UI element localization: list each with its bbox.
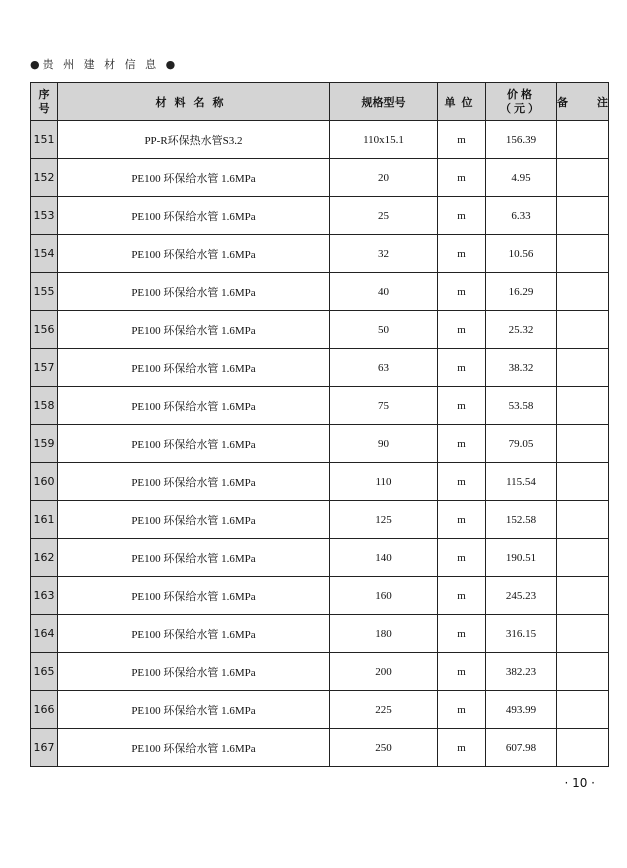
column-header-price-line1: 价格 bbox=[507, 87, 535, 101]
cell-price: 115.54 bbox=[486, 463, 557, 501]
cell-price: 4.95 bbox=[486, 159, 557, 197]
cell-remark bbox=[557, 311, 609, 349]
cell-unit: m bbox=[438, 235, 486, 273]
cell-spec: 160 bbox=[330, 577, 438, 615]
column-header-unit: 单位 bbox=[438, 83, 486, 121]
cell-unit: m bbox=[438, 425, 486, 463]
cell-name: PE100 环保给水管 1.6MPa bbox=[58, 653, 330, 691]
cell-price: 10.56 bbox=[486, 235, 557, 273]
cell-spec: 32 bbox=[330, 235, 438, 273]
cell-seq: 157 bbox=[31, 349, 58, 387]
price-table bbox=[30, 82, 609, 767]
column-header-price bbox=[486, 83, 557, 121]
cell-spec: 40 bbox=[330, 273, 438, 311]
cell-unit: m bbox=[438, 691, 486, 729]
running-header: ●贵 州 建 材 信 息 ● bbox=[30, 58, 179, 71]
table-row bbox=[31, 425, 609, 463]
column-header-name: 材料名称 bbox=[58, 83, 330, 121]
cell-remark bbox=[557, 425, 609, 463]
table-row bbox=[31, 615, 609, 653]
cell-unit: m bbox=[438, 273, 486, 311]
cell-seq: 151 bbox=[31, 121, 58, 159]
column-header-price-line2: （元） bbox=[500, 101, 542, 115]
cell-price: 25.32 bbox=[486, 311, 557, 349]
cell-name: PE100 环保给水管 1.6MPa bbox=[58, 159, 330, 197]
cell-remark bbox=[557, 729, 609, 767]
table-row bbox=[31, 311, 609, 349]
cell-price: 79.05 bbox=[486, 425, 557, 463]
cell-price: 16.29 bbox=[486, 273, 557, 311]
cell-remark bbox=[557, 273, 609, 311]
cell-name: PE100 环保给水管 1.6MPa bbox=[58, 197, 330, 235]
cell-spec: 20 bbox=[330, 159, 438, 197]
cell-seq: 160 bbox=[31, 463, 58, 501]
cell-remark bbox=[557, 235, 609, 273]
cell-unit: m bbox=[438, 501, 486, 539]
cell-spec: 63 bbox=[330, 349, 438, 387]
cell-price: 382.23 bbox=[486, 653, 557, 691]
cell-seq: 163 bbox=[31, 577, 58, 615]
cell-unit: m bbox=[438, 539, 486, 577]
table-row bbox=[31, 197, 609, 235]
table-header-row bbox=[31, 83, 609, 121]
cell-spec: 225 bbox=[330, 691, 438, 729]
cell-unit: m bbox=[438, 349, 486, 387]
cell-seq: 159 bbox=[31, 425, 58, 463]
cell-unit: m bbox=[438, 197, 486, 235]
cell-seq: 158 bbox=[31, 387, 58, 425]
cell-price: 493.99 bbox=[486, 691, 557, 729]
cell-spec: 90 bbox=[330, 425, 438, 463]
column-header-seq-line1: 序 bbox=[38, 87, 50, 101]
cell-unit: m bbox=[438, 121, 486, 159]
cell-seq: 164 bbox=[31, 615, 58, 653]
cell-seq: 161 bbox=[31, 501, 58, 539]
cell-seq: 165 bbox=[31, 653, 58, 691]
column-header-spec: 规格型号 bbox=[330, 83, 438, 121]
cell-remark bbox=[557, 349, 609, 387]
cell-name: PE100 环保给水管 1.6MPa bbox=[58, 539, 330, 577]
cell-name: PE100 环保给水管 1.6MPa bbox=[58, 729, 330, 767]
cell-spec: 50 bbox=[330, 311, 438, 349]
cell-seq: 166 bbox=[31, 691, 58, 729]
cell-price: 38.32 bbox=[486, 349, 557, 387]
cell-unit: m bbox=[438, 159, 486, 197]
cell-spec: 200 bbox=[330, 653, 438, 691]
cell-seq: 156 bbox=[31, 311, 58, 349]
cell-price: 6.33 bbox=[486, 197, 557, 235]
cell-price: 607.98 bbox=[486, 729, 557, 767]
cell-seq: 153 bbox=[31, 197, 58, 235]
cell-spec: 125 bbox=[330, 501, 438, 539]
cell-name: PE100 环保给水管 1.6MPa bbox=[58, 577, 330, 615]
cell-spec: 110x15.1 bbox=[330, 121, 438, 159]
table-row bbox=[31, 349, 609, 387]
cell-price: 316.15 bbox=[486, 615, 557, 653]
table-row bbox=[31, 501, 609, 539]
cell-remark bbox=[557, 159, 609, 197]
cell-spec: 75 bbox=[330, 387, 438, 425]
cell-unit: m bbox=[438, 615, 486, 653]
cell-name: PE100 环保给水管 1.6MPa bbox=[58, 501, 330, 539]
cell-seq: 155 bbox=[31, 273, 58, 311]
cell-remark bbox=[557, 615, 609, 653]
cell-remark bbox=[557, 577, 609, 615]
page-number: · 10 · bbox=[564, 776, 595, 790]
table-row bbox=[31, 729, 609, 767]
cell-name: PP-R环保热水管S3.2 bbox=[58, 121, 330, 159]
cell-price: 156.39 bbox=[486, 121, 557, 159]
table-row bbox=[31, 159, 609, 197]
column-header-seq-line2: 号 bbox=[38, 101, 50, 115]
table-row bbox=[31, 463, 609, 501]
table-row bbox=[31, 387, 609, 425]
cell-name: PE100 环保给水管 1.6MPa bbox=[58, 691, 330, 729]
cell-spec: 180 bbox=[330, 615, 438, 653]
cell-spec: 250 bbox=[330, 729, 438, 767]
table-row bbox=[31, 273, 609, 311]
column-header-seq bbox=[31, 83, 58, 121]
cell-seq: 167 bbox=[31, 729, 58, 767]
table-row bbox=[31, 691, 609, 729]
cell-remark bbox=[557, 197, 609, 235]
cell-name: PE100 环保给水管 1.6MPa bbox=[58, 273, 330, 311]
cell-price: 245.23 bbox=[486, 577, 557, 615]
cell-remark bbox=[557, 387, 609, 425]
cell-unit: m bbox=[438, 311, 486, 349]
cell-unit: m bbox=[438, 729, 486, 767]
cell-unit: m bbox=[438, 653, 486, 691]
cell-name: PE100 环保给水管 1.6MPa bbox=[58, 387, 330, 425]
cell-spec: 25 bbox=[330, 197, 438, 235]
cell-remark bbox=[557, 501, 609, 539]
table-row bbox=[31, 577, 609, 615]
cell-seq: 152 bbox=[31, 159, 58, 197]
cell-name: PE100 环保给水管 1.6MPa bbox=[58, 311, 330, 349]
cell-name: PE100 环保给水管 1.6MPa bbox=[58, 425, 330, 463]
cell-remark bbox=[557, 463, 609, 501]
cell-name: PE100 环保给水管 1.6MPa bbox=[58, 235, 330, 273]
cell-unit: m bbox=[438, 463, 486, 501]
column-header-remark: 备注 bbox=[557, 83, 609, 121]
cell-spec: 110 bbox=[330, 463, 438, 501]
cell-remark bbox=[557, 539, 609, 577]
cell-seq: 154 bbox=[31, 235, 58, 273]
cell-unit: m bbox=[438, 387, 486, 425]
cell-spec: 140 bbox=[330, 539, 438, 577]
table-row bbox=[31, 653, 609, 691]
cell-price: 190.51 bbox=[486, 539, 557, 577]
table-row bbox=[31, 539, 609, 577]
cell-remark bbox=[557, 121, 609, 159]
cell-name: PE100 环保给水管 1.6MPa bbox=[58, 615, 330, 653]
table-body bbox=[31, 121, 609, 767]
cell-seq: 162 bbox=[31, 539, 58, 577]
cell-remark bbox=[557, 691, 609, 729]
table-row bbox=[31, 121, 609, 159]
cell-price: 152.58 bbox=[486, 501, 557, 539]
cell-name: PE100 环保给水管 1.6MPa bbox=[58, 349, 330, 387]
cell-remark bbox=[557, 653, 609, 691]
table-row bbox=[31, 235, 609, 273]
cell-price: 53.58 bbox=[486, 387, 557, 425]
cell-name: PE100 环保给水管 1.6MPa bbox=[58, 463, 330, 501]
cell-unit: m bbox=[438, 577, 486, 615]
